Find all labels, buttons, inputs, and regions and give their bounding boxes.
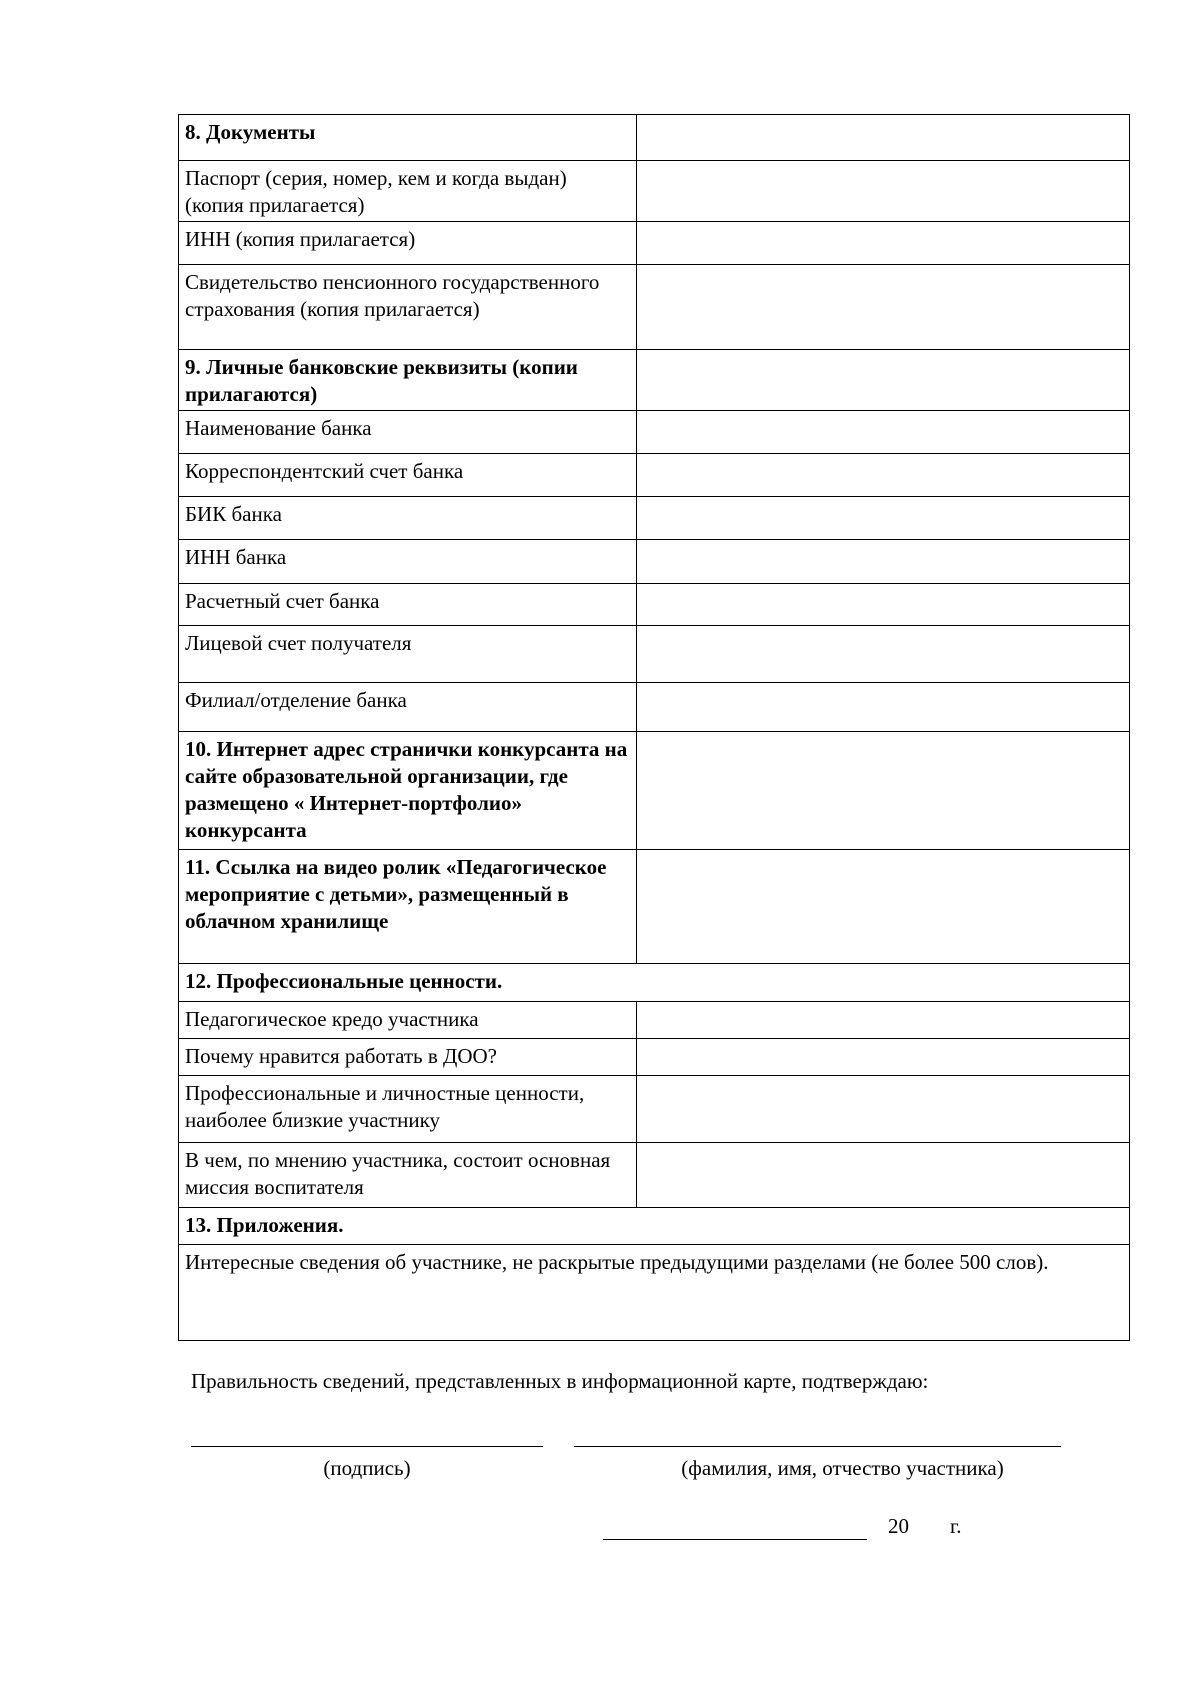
- date-year: 20: [888, 1514, 909, 1538]
- date-suffix: г.: [950, 1514, 962, 1538]
- section-heading: 10. Интернет адрес странички конкурсанта на сайте образовательной организации, где размещено « Интернет-портфолио» конкурсанта: [179, 732, 637, 850]
- field-value-cell[interactable]: [637, 265, 1130, 350]
- field-label: Профессиональные и личностные ценности, наиболее близкие участнику: [179, 1076, 637, 1143]
- form-row: [179, 411, 1130, 454]
- form-row: [179, 964, 1130, 1002]
- signature-line[interactable]: [191, 1446, 543, 1447]
- field-value-cell[interactable]: [637, 161, 1130, 222]
- form-row: [179, 497, 1130, 540]
- form-row: [179, 1143, 1130, 1208]
- info-card-table-body: [179, 115, 1130, 1341]
- field-value-cell[interactable]: [637, 350, 1130, 411]
- fullname-caption: (фамилия, имя, отчество участника): [681, 1456, 1004, 1480]
- form-row: [179, 732, 1130, 850]
- field-value-cell[interactable]: [637, 540, 1130, 584]
- field-label: Почему нравится работать в ДОО?: [179, 1039, 637, 1076]
- form-row: [179, 115, 1130, 161]
- date-line[interactable]: [603, 1539, 867, 1540]
- form-row: [179, 1076, 1130, 1143]
- field-value-cell[interactable]: [637, 115, 1130, 161]
- field-value-cell[interactable]: [637, 222, 1130, 265]
- field-value-cell[interactable]: [637, 1076, 1130, 1143]
- field-label: Наименование банка: [179, 411, 637, 454]
- form-row: [179, 626, 1130, 683]
- form-row: [179, 350, 1130, 411]
- field-label: Филиал/отделение банка: [179, 683, 637, 732]
- field-value-cell[interactable]: [637, 584, 1130, 626]
- info-card-table: [178, 114, 1130, 1341]
- section-heading: 13. Приложения.: [179, 1208, 1130, 1245]
- confirmation-statement: Правильность сведений, представленных в информационной карте, подтверждаю:: [191, 1369, 929, 1393]
- field-label: Интересные сведения об участнике, не раскрытые предыдущими разделами (не более 500 слов).: [179, 1245, 1130, 1341]
- field-value-cell[interactable]: [637, 850, 1130, 964]
- field-value-cell[interactable]: [637, 454, 1130, 497]
- form-row: [179, 161, 1130, 222]
- field-label: ИНН банка: [179, 540, 637, 584]
- field-value-cell[interactable]: [637, 732, 1130, 850]
- form-row: [179, 683, 1130, 732]
- form-row: [179, 1039, 1130, 1076]
- form-row: [179, 265, 1130, 350]
- field-label: БИК банка: [179, 497, 637, 540]
- field-value-cell[interactable]: [637, 1143, 1130, 1208]
- section-heading: 8. Документы: [179, 115, 637, 161]
- form-row: [179, 540, 1130, 584]
- field-value-cell[interactable]: [637, 497, 1130, 540]
- form-row: [179, 584, 1130, 626]
- field-label: Лицевой счет получателя: [179, 626, 637, 683]
- field-label: В чем, по мнению участника, состоит основная миссия воспитателя: [179, 1143, 637, 1208]
- form-row: [179, 1002, 1130, 1039]
- section-heading: 12. Профессиональные ценности.: [179, 964, 1130, 1002]
- form-row: [179, 222, 1130, 265]
- field-value-cell[interactable]: [637, 683, 1130, 732]
- field-label: Педагогическое кредо участника: [179, 1002, 637, 1039]
- field-label: Корреспондентский счет банка: [179, 454, 637, 497]
- fullname-line[interactable]: [574, 1446, 1061, 1447]
- form-row: [179, 454, 1130, 497]
- form-row: [179, 1245, 1130, 1341]
- field-label: ИНН (копия прилагается): [179, 222, 637, 265]
- field-value-cell[interactable]: [637, 1039, 1130, 1076]
- section-heading: 11. Ссылка на видео ролик «Педагогическое мероприятие с детьми», размещенный в облачном хранилище: [179, 850, 637, 964]
- field-label: Расчетный счет банка: [179, 584, 637, 626]
- signature-caption: (подпись): [323, 1456, 411, 1480]
- field-value-cell[interactable]: [637, 1002, 1130, 1039]
- field-label: Паспорт (серия, номер, кем и когда выдан) (копия прилагается): [179, 161, 637, 222]
- form-row: [179, 850, 1130, 964]
- form-row: [179, 1208, 1130, 1245]
- field-label: Свидетельство пенсионного государственного страхования (копия прилагается): [179, 265, 637, 350]
- section-heading: 9. Личные банковские реквизиты (копии прилагаются): [179, 350, 637, 411]
- field-value-cell[interactable]: [637, 411, 1130, 454]
- field-value-cell[interactable]: [637, 626, 1130, 683]
